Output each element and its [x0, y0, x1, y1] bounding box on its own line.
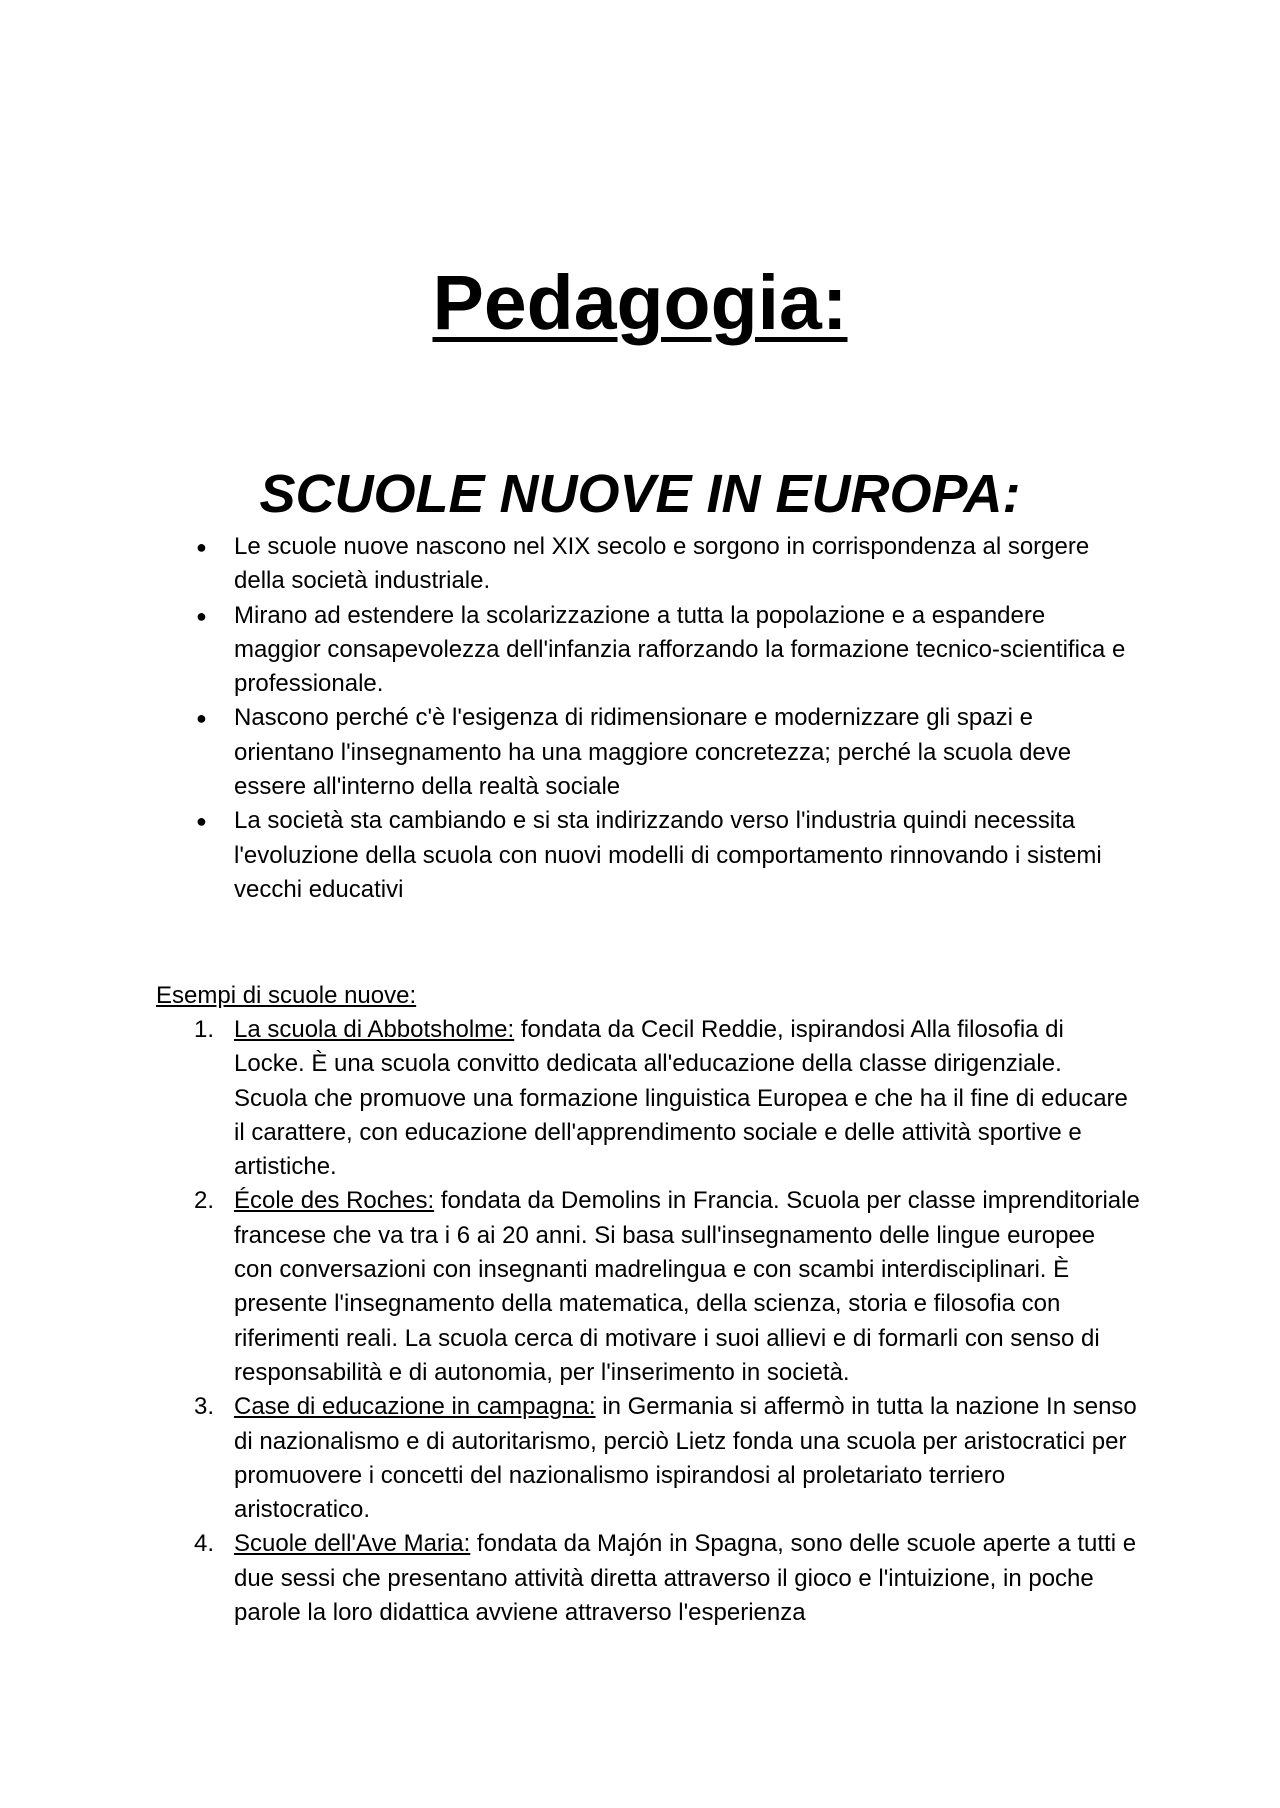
- example-number: 1.: [193, 1016, 214, 1043]
- bullet-list: [190, 530, 1130, 907]
- example-name: Scuole dell'Ave Maria:: [234, 1530, 471, 1558]
- example-item: [190, 1527, 1140, 1630]
- bullet-item: [190, 804, 1130, 907]
- bullet-item: [190, 701, 1130, 804]
- example-text: fondata da Majón in Spagna, sono delle scuole aperte a tutti e due sessi che presentano attività diretta attraverso il gioco e l'intuizione, in poche parole la loro didattica avviene attraverso l'esperienza: [234, 1530, 1137, 1627]
- bullet-icon: ●: [196, 605, 207, 626]
- bullet-text: Mirano ad estendere la scolarizzazione a tutta la popolazione e a espandere maggior consapevolezza dell'infanzia rafforzando la formazione tecnico-scientifica e professionale.: [234, 601, 1126, 698]
- bullet-item: [190, 530, 1130, 599]
- example-item: [190, 1013, 1140, 1184]
- example-item: [190, 1390, 1140, 1527]
- examples-list: [190, 1013, 1140, 1630]
- example-number: 2.: [193, 1187, 214, 1215]
- bullet-item: [190, 599, 1130, 702]
- example-text: in Germania si affermò in tutta la nazione In senso di nazionalismo e di autoritarismo, perciò Lietz fonda una scuola per aristocratici per promuovere i concetti del nazionalismo ispirandosi al proletariato terriero aristocratico.: [234, 1393, 1137, 1524]
- example-number: 4.: [193, 1530, 214, 1558]
- bullet-text: Le scuole nuove nascono nel XIX secolo e sorgono in corrispondenza al sorgere della società industriale.: [234, 533, 1090, 595]
- bullet-text: La società sta cambiando e si sta indirizzando verso l'industria quindi necessita l'evoluzione della scuola con nuovi modelli di comportamento rinnovando i sistemi vecchi educativi: [234, 807, 1102, 903]
- example-text: fondata da Cecil Reddie, ispirandosi Alla filosofia di Locke. È una scuola convitto dedicata all'educazione della classe dirigenziale. Scuola che promuove una formazione linguistica Europea e che ha il fine di educare il carattere, con educazione dell'apprendimento sociale e delle attività sportive e artistiche.: [234, 1016, 1128, 1181]
- bullet-icon: ●: [196, 811, 207, 832]
- example-number: 3.: [193, 1393, 214, 1421]
- bullet-icon: ●: [196, 708, 207, 729]
- example-name: La scuola di Abbotsholme:: [234, 1016, 515, 1043]
- page-title-text: Pedagogia:: [432, 260, 848, 346]
- example-name: Case di educazione in campagna:: [234, 1393, 596, 1421]
- example-item: [190, 1184, 1140, 1390]
- example-text: fondata da Demolins in Francia. Scuola per classe imprenditoriale francese che va tra i 6 ai 20 anni. Si basa sull'insegnamento delle lingue europee con conversazioni con insegnanti madrelingua e con scambi interdisciplinari. È presente l'insegnamento della matematica, della scienza, storia e filosofia con riferimenti reali. La scuola cerca di motivare i suoi allievi e di formarli con senso di responsabilità e di autonomia, per l'inserimento in società.: [234, 1187, 1140, 1386]
- examples-heading: Esempi di scuole nuove:: [156, 982, 417, 1009]
- section-title: SCUOLE NUOVE IN EUROPA:: [259, 464, 1021, 524]
- bullet-text: Nascono perché c'è l'esigenza di ridimensionare e modernizzare gli spazi e orientano l'insegnamento ha una maggiore concretezza; perché la scuola deve essere all'interno della realtà sociale: [234, 704, 1072, 801]
- example-name: École des Roches:: [234, 1187, 435, 1215]
- bullet-icon: ●: [196, 537, 207, 557]
- page-title: [0, 258, 1280, 348]
